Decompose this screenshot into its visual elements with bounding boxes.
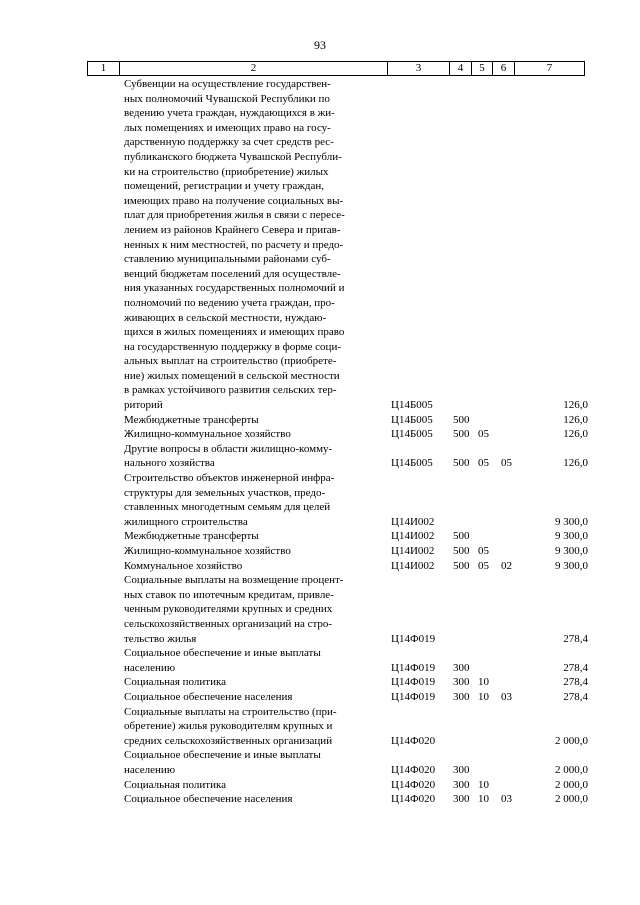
row-name-last-line: жилищного строительства bbox=[124, 515, 248, 528]
row-name-line: альных выплат на строительство (приобрете- bbox=[124, 355, 337, 368]
row-name-line: ченным руководителями крупных и средних bbox=[124, 603, 333, 616]
row-name-last-line: Жилищно-коммунальное хозяйство bbox=[124, 428, 291, 441]
row-code: Ц14Ф020 bbox=[391, 763, 436, 776]
row-name-line: на государственную поддержку в форме соци- bbox=[124, 340, 341, 353]
row-amount: 9 300,0 bbox=[555, 515, 588, 528]
row-amount: 278,4 bbox=[563, 676, 588, 689]
row-name-line: дарственную поддержку за счет средств рес- bbox=[124, 136, 334, 149]
row-name-last-line: Социальная политика bbox=[124, 676, 227, 689]
row-type-code: 300 bbox=[453, 676, 470, 689]
row-code: Ц14Б005 bbox=[391, 457, 433, 470]
header-col-5: 5 bbox=[472, 62, 493, 75]
row-name-line: ки на строительство (приобретение) жилых bbox=[124, 165, 329, 178]
row-code: Ц14И002 bbox=[391, 530, 435, 543]
row-section: 10 bbox=[478, 690, 489, 703]
table-row bbox=[0, 675, 640, 690]
row-amount: 9 300,0 bbox=[555, 559, 588, 572]
row-name-line: живающих в сельской местности, нуждаю- bbox=[124, 311, 327, 324]
row-name-line: ставленных многодетным семьям для целей bbox=[124, 501, 331, 514]
row-type-code: 500 bbox=[453, 428, 470, 441]
row-code: Ц14Ф020 bbox=[391, 793, 436, 806]
row-name-line: публиканского бюджета Чувашской Республи- bbox=[124, 150, 342, 163]
row-name-line: Социальные выплаты на возмещение процент- bbox=[124, 574, 344, 587]
row-amount: 2 000,0 bbox=[555, 778, 588, 791]
row-name-line: ния указанных государственных полномочий и bbox=[124, 282, 345, 295]
header-col-1: 1 bbox=[88, 62, 120, 75]
row-type-code: 300 bbox=[453, 690, 470, 703]
row-amount: 126,0 bbox=[563, 399, 588, 412]
row-amount: 126,0 bbox=[563, 413, 588, 426]
table-row bbox=[0, 427, 640, 442]
row-subsection: 02 bbox=[501, 559, 512, 572]
row-code: Ц14Б005 bbox=[391, 413, 433, 426]
row-type-code: 300 bbox=[453, 763, 470, 776]
table-body bbox=[0, 77, 640, 807]
row-name-last-line: Межбюджетные трансферты bbox=[124, 413, 259, 426]
table-row bbox=[0, 748, 640, 777]
row-name bbox=[124, 77, 386, 413]
row-name-line: лением из районов Крайнего Севера и приrав- bbox=[124, 223, 341, 236]
row-amount: 2 000,0 bbox=[555, 734, 588, 747]
row-name-line: обретение) жилья руководителям крупных и bbox=[124, 720, 333, 733]
row-type-code: 300 bbox=[453, 793, 470, 806]
row-amount: 9 300,0 bbox=[555, 545, 588, 557]
row-name-line: ставлению муниципальными районами суб- bbox=[124, 253, 331, 266]
row-subsection: 03 bbox=[501, 690, 512, 703]
row-amount: 2 000,0 bbox=[555, 793, 588, 806]
row-name-last-line: риторий bbox=[124, 399, 163, 412]
row-name-line: помещений, регистрации и учету граждан, bbox=[124, 180, 325, 193]
header-col-6: 6 bbox=[493, 62, 515, 75]
row-amount: 278,4 bbox=[563, 690, 588, 703]
row-name-last-line: средних сельскохозяйственных организаций bbox=[124, 734, 333, 747]
row-section: 05 bbox=[478, 545, 489, 557]
row-type-code: 300 bbox=[453, 661, 470, 674]
row-name-last-line: Межбюджетные трансферты bbox=[124, 530, 259, 543]
table-header bbox=[87, 61, 585, 76]
row-subsection: 05 bbox=[501, 457, 512, 470]
table-row bbox=[0, 529, 640, 544]
row-name-line: в рамках устойчивого развития сельских тер- bbox=[124, 384, 337, 397]
row-code: Ц14Ф020 bbox=[391, 778, 436, 791]
table-row bbox=[0, 471, 640, 529]
row-type-code: 500 bbox=[453, 457, 470, 470]
row-name-last-line: нального хозяйства bbox=[124, 457, 215, 470]
table-row bbox=[0, 646, 640, 675]
table-row bbox=[0, 573, 640, 646]
row-name-line: щихся в жилых помещениях и имеющих право bbox=[124, 326, 345, 339]
row-name-line: Субвенции на осуществление государствен- bbox=[124, 78, 331, 90]
row-name-line: ненных к ним местностей, по расчету и предо- bbox=[124, 238, 344, 251]
row-section: 10 bbox=[478, 676, 489, 689]
row-name-last-line: Социальное обеспечение населения bbox=[124, 690, 293, 703]
row-amount: 9 300,0 bbox=[555, 530, 588, 543]
row-code: Ц14Ф019 bbox=[391, 632, 436, 645]
row-name-line: ных ставок по ипотечным кредитам, привле- bbox=[124, 588, 334, 601]
row-name-line: структуры для земельных участков, предо- bbox=[124, 486, 326, 499]
row-section: 05 bbox=[478, 428, 489, 441]
row-type-code: 500 bbox=[453, 559, 470, 572]
page-number: 93 bbox=[314, 38, 326, 52]
row-code: Ц14И002 bbox=[391, 545, 435, 557]
row-name-last-line: Коммунальное хозяйство bbox=[124, 559, 243, 572]
table-row bbox=[0, 690, 640, 705]
row-name-last-line: Социальное обеспечение населения bbox=[124, 793, 293, 806]
row-name-last-line: населению bbox=[124, 763, 176, 776]
row-name-line: ведению учета граждан, нуждающихся в жи- bbox=[124, 107, 335, 120]
table-row bbox=[0, 413, 640, 428]
table-row bbox=[0, 77, 640, 413]
header-col-3: 3 bbox=[388, 62, 450, 75]
row-section: 05 bbox=[478, 559, 489, 572]
row-section: 05 bbox=[478, 457, 489, 470]
row-code: Ц14Ф019 bbox=[391, 690, 436, 703]
row-name-last-line: населению bbox=[124, 661, 176, 674]
row-type-code: 500 bbox=[453, 545, 470, 557]
row-amount: 126,0 bbox=[563, 457, 588, 470]
table-row bbox=[0, 559, 640, 574]
row-code: Ц14Б005 bbox=[391, 428, 433, 441]
row-name-line: полномочий по ведению учета граждан, про- bbox=[124, 296, 335, 309]
table-row bbox=[0, 778, 640, 793]
row-type-code: 500 bbox=[453, 530, 470, 543]
row-subsection: 03 bbox=[501, 793, 512, 806]
row-name-last-line: тельство жилья bbox=[124, 632, 197, 645]
row-type-code: 300 bbox=[453, 778, 470, 791]
row-name-line: Социальное обеспечение и иные выплаты bbox=[124, 749, 321, 762]
header-col-4: 4 bbox=[450, 62, 472, 75]
row-code: Ц14Ф019 bbox=[391, 676, 436, 689]
table-row bbox=[0, 442, 640, 471]
row-name-line: ных полномочий Чувашской Республики по bbox=[124, 92, 330, 105]
row-code: Ц14И002 bbox=[391, 559, 435, 572]
row-name-line: ние) жилых помещений в сельской местности bbox=[124, 369, 340, 382]
row-code: Ц14Ф019 bbox=[391, 661, 436, 674]
table-row bbox=[0, 705, 640, 749]
row-name-line: лых помещениях и имеющих право на госу- bbox=[124, 121, 331, 134]
row-amount: 126,0 bbox=[563, 428, 588, 441]
row-section: 10 bbox=[478, 778, 489, 791]
row-amount: 278,4 bbox=[563, 661, 588, 674]
table-row bbox=[0, 792, 640, 807]
header-col-2: 2 bbox=[120, 62, 388, 75]
row-code: Ц14Ф020 bbox=[391, 734, 436, 747]
row-name-line: венций бюджетам поселений для осуществле- bbox=[124, 267, 341, 280]
row-amount: 278,4 bbox=[563, 632, 588, 645]
row-code: Ц14Б005 bbox=[391, 399, 433, 412]
header-col-7: 7 bbox=[546, 62, 553, 74]
row-name-line: имеющих право на получение социальных вы- bbox=[124, 194, 344, 207]
table-row bbox=[0, 544, 640, 559]
row-name-line: Социальные выплаты на строительство (при- bbox=[124, 705, 337, 718]
row-name-last-line: Жилищно-коммунальное хозяйство bbox=[124, 545, 291, 557]
row-name-line: плат для приобретения жилья в связи с пересе- bbox=[124, 209, 345, 222]
row-section: 10 bbox=[478, 793, 489, 806]
row-type-code: 500 bbox=[453, 413, 470, 426]
row-name-line: Социальное обеспечение и иные выплаты bbox=[124, 647, 321, 660]
row-name-line: Другие вопросы в области жилищно-комму- bbox=[124, 442, 333, 455]
row-name-line: Строительство объектов инженерной инфра- bbox=[124, 472, 335, 485]
row-amount: 2 000,0 bbox=[555, 763, 588, 776]
row-name-line: сельскохозяйственных организаций на стро- bbox=[124, 617, 333, 630]
row-code: Ц14И002 bbox=[391, 515, 435, 528]
row-name-last-line: Социальная политика bbox=[124, 778, 227, 791]
